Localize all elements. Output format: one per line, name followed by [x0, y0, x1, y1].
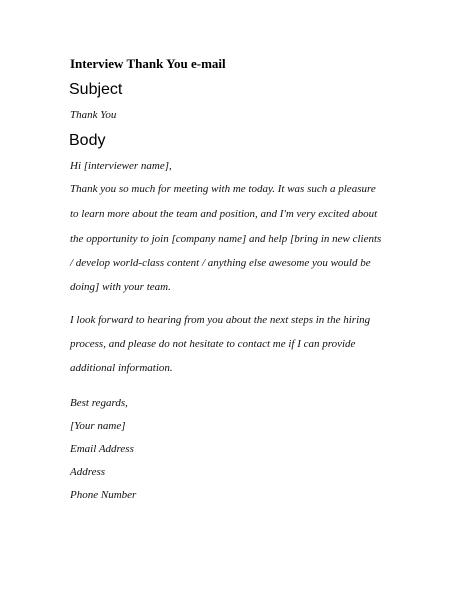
- subject-heading: Subject: [69, 81, 123, 98]
- paragraph1-line: doing] with your team.: [70, 281, 171, 293]
- signature-address: Address: [70, 466, 106, 478]
- paragraph1-line: the opportunity to join [company name] and help [bring in new clients: [70, 233, 382, 245]
- paragraph1-line: to learn more about the team and position, and I'm very excited about: [70, 208, 378, 220]
- paragraph1-line: Thank you so much for meeting with me today. It was such a pleasure: [70, 183, 376, 195]
- signature-closing: Best regards,: [70, 397, 128, 409]
- signature-name: [Your name]: [70, 420, 126, 432]
- paragraph1-line: / develop world-class content / anything else awesome you would be: [70, 257, 371, 269]
- body-heading: Body: [69, 132, 106, 149]
- paragraph2-line: process, and please do not hesitate to contact me if I can provide: [70, 338, 356, 350]
- paragraph2-line: additional information.: [70, 362, 173, 374]
- subject-value: Thank You: [70, 109, 117, 121]
- document-title: Interview Thank You e-mail: [70, 56, 226, 71]
- signature-email: Email Address: [70, 443, 134, 455]
- greeting: Hi [interviewer name],: [70, 160, 172, 172]
- signature-phone: Phone Number: [70, 489, 137, 501]
- paragraph2-line: I look forward to hearing from you about the next steps in the hiring: [70, 314, 371, 326]
